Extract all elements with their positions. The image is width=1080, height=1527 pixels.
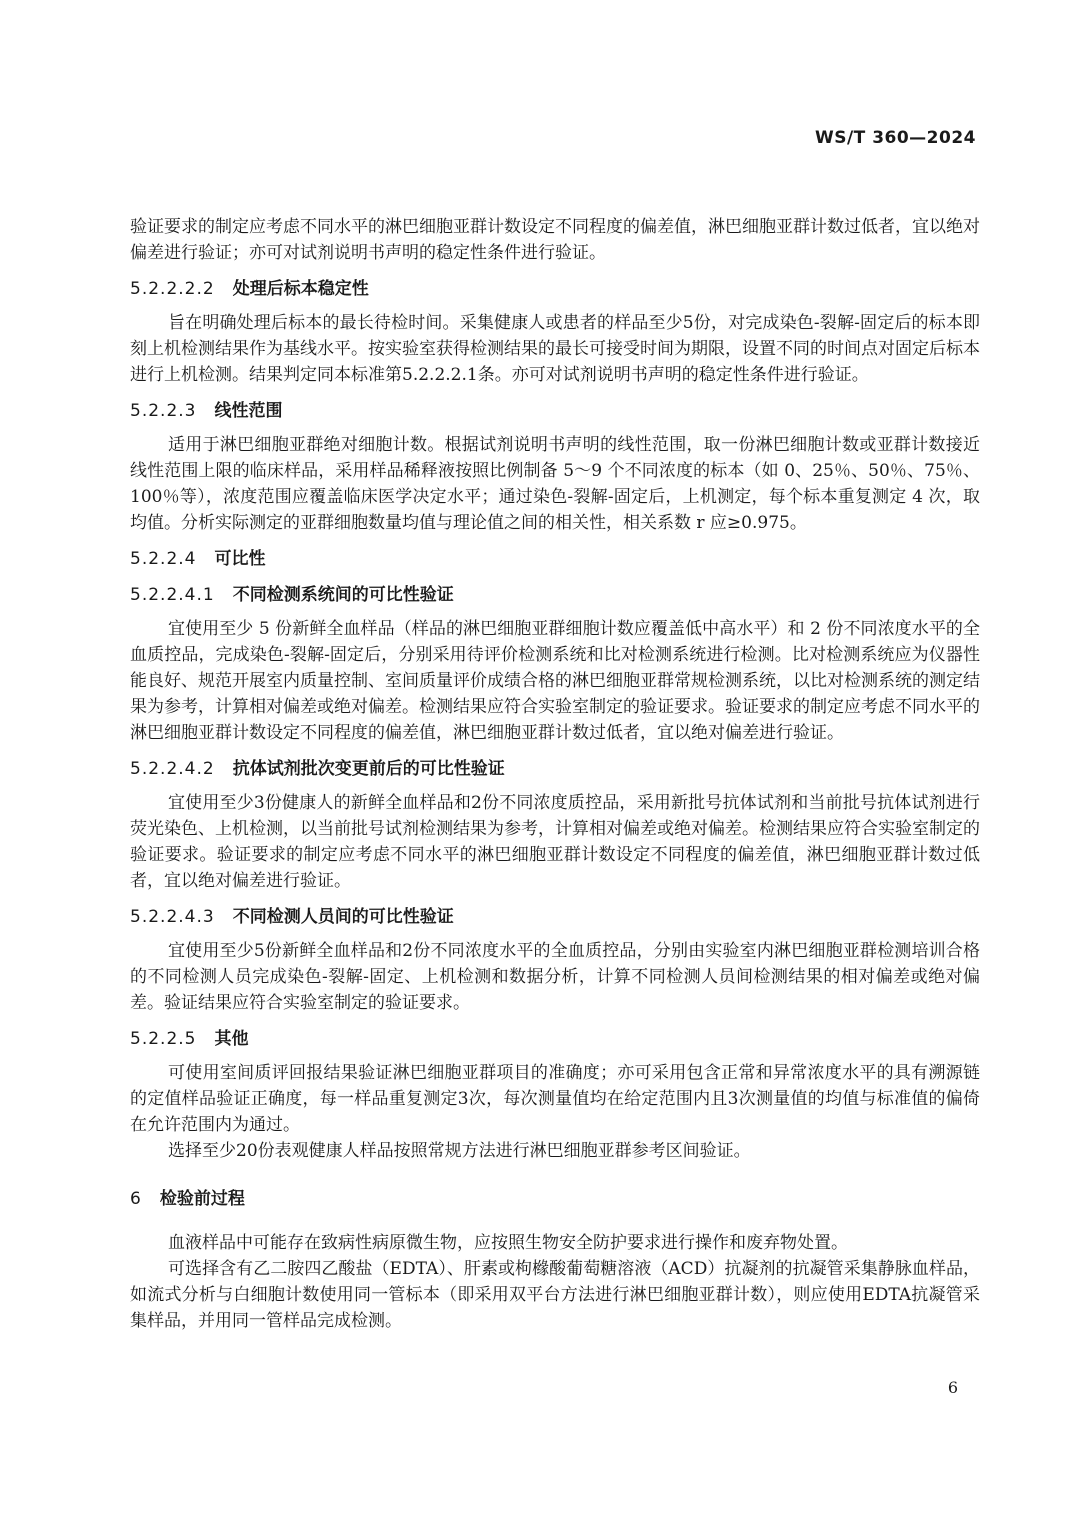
page-number: 6: [947, 1378, 958, 1397]
section-number: 5.2.2.4.3: [130, 907, 215, 927]
section-number: 5.2.2.5: [130, 1029, 197, 1049]
section-title: 线性范围: [214, 401, 283, 421]
section-title: 抗体试剂批次变更前后的可比性验证: [232, 759, 505, 779]
paragraph: 宜使用至少3份健康人的新鲜全血样品和2份不同浓度质控品，采用新批号抗体试剂和当前批号抗体试剂进行荧光染色、上机检测，以当前批号试剂检测结果为参考，计算相对偏差或绝对偏差。检测结果应符合实验室制定的验证要求。验证要求的制定应考虑不同水平的淋巴细胞亚群计数设定不同程度的偏差值，淋巴细胞亚群计数过低者，宜以绝对偏差进行验证。: [130, 793, 980, 891]
section-heading: [130, 904, 980, 930]
section-title: 不同检测系统间的可比性验证: [232, 585, 454, 605]
section-title: 其他: [214, 1029, 249, 1049]
paragraph: 验证要求的制定应考虑不同水平的淋巴细胞亚群计数设定不同程度的偏差值，淋巴细胞亚群计数过低者，宜以绝对偏差进行验证；亦可对试剂说明书声明的稳定性条件进行验证。: [130, 217, 980, 263]
section-heading: [130, 546, 980, 572]
paragraph: 血液样品中可能存在致病性病原微生物，应按照生物安全防护要求进行操作和废弃物处置。: [168, 1233, 848, 1253]
section-heading: [130, 276, 980, 302]
standard-code: WS/T 360—2024: [814, 128, 976, 148]
paragraph: 适用于淋巴细胞亚群绝对细胞计数。根据试剂说明书声明的线性范围，取一份淋巴细胞计数或亚群计数接近线性范围上限的临床样品，采用样品稀释液按照比例制备 5～9 个不同浓度的标本（如 0、25％、50％、75％、100％等），浓度范围应覆盖临床医学决定水平；通过染色-裂解-固定后，上机测定，每个标本重复测定 4 次，取均值。分析实际测定的亚群细胞数量均值与理论值之间的相关性，相关系数 r 应≥0.975。: [130, 435, 980, 533]
section-number: 5.2.2.4.2: [130, 759, 215, 779]
section-heading: [130, 756, 980, 782]
section-number: 5.2.2.3: [130, 401, 197, 421]
paragraph: 旨在明确处理后标本的最长待检时间。采集健康人或患者的样品至少5份，对完成染色-裂解-固定后的标本即刻上机检测结果作为基线水平。按实验室获得检测结果的最长可接受时间为期限，设置不同的时间点对固定后标本进行上机检测。结果判定同本标准第5.2.2.2.1条。亦可对试剂说明书声明的稳定性条件进行验证。: [130, 313, 980, 385]
paragraph: 选择至少20份表观健康人样品按照常规方法进行淋巴细胞亚群参考区间验证。: [168, 1141, 751, 1161]
section-title: 不同检测人员间的可比性验证: [232, 907, 454, 927]
paragraph: 宜使用至少 5 份新鲜全血样品（样品的淋巴细胞亚群细胞计数应覆盖低中高水平）和 2 份不同浓度水平的全血质控品，完成染色-裂解-固定后，分别采用待评价检测系统和比对检测系统进行检测。比对检测系统应为仪器性能良好、规范开展室内质量控制、室间质量评价成绩合格的淋巴细胞亚群常规检测系统，以比对检测系统的测定结果为参考，计算相对偏差或绝对偏差。检测结果应符合实验室制定的验证要求。验证要求的制定应考虑不同水平的淋巴细胞亚群计数设定不同程度的偏差值，淋巴细胞亚群计数过低者，宜以绝对偏差进行验证。: [130, 619, 980, 743]
chapter-number: 6: [130, 1189, 142, 1209]
section-heading: [130, 1026, 980, 1052]
chapter-heading: [130, 1186, 980, 1212]
chapter-title: 检验前过程: [159, 1189, 245, 1209]
section-title: 可比性: [214, 549, 266, 569]
document-body: [130, 214, 980, 1334]
section-heading: [130, 582, 980, 608]
section-number: 5.2.2.4.1: [130, 585, 215, 605]
paragraph: 可选择含有乙二胺四乙酸盐（EDTA）、肝素或枸橼酸葡萄糖溶液（ACD）抗凝剂的抗凝管采集静脉血样品，如流式分析与白细胞计数使用同一管标本（即采用双平台方法进行淋巴细胞亚群计数），则应使用EDTA抗凝管采集样品，并用同一管样品完成检测。: [130, 1259, 980, 1331]
paragraph: 可使用室间质评回报结果验证淋巴细胞亚群项目的准确度；亦可采用包含正常和异常浓度水平的具有溯源链的定值样品验证正确度，每一样品重复测定3次，每次测量值均在给定范围内且3次测量值的均值与标准值的偏倚在允许范围内为通过。: [130, 1063, 980, 1135]
section-heading: [130, 398, 980, 424]
paragraph: 宜使用至少5份新鲜全血样品和2份不同浓度水平的全血质控品，分别由实验室内淋巴细胞亚群检测培训合格的不同检测人员完成染色-裂解-固定、上机检测和数据分析，计算不同检测人员间检测结果的相对偏差或绝对偏差。验证结果应符合实验室制定的验证要求。: [130, 941, 980, 1013]
section-title: 处理后标本稳定性: [232, 279, 369, 299]
section-number: 5.2.2.4: [130, 549, 197, 569]
section-number: 5.2.2.2.2: [130, 279, 215, 299]
